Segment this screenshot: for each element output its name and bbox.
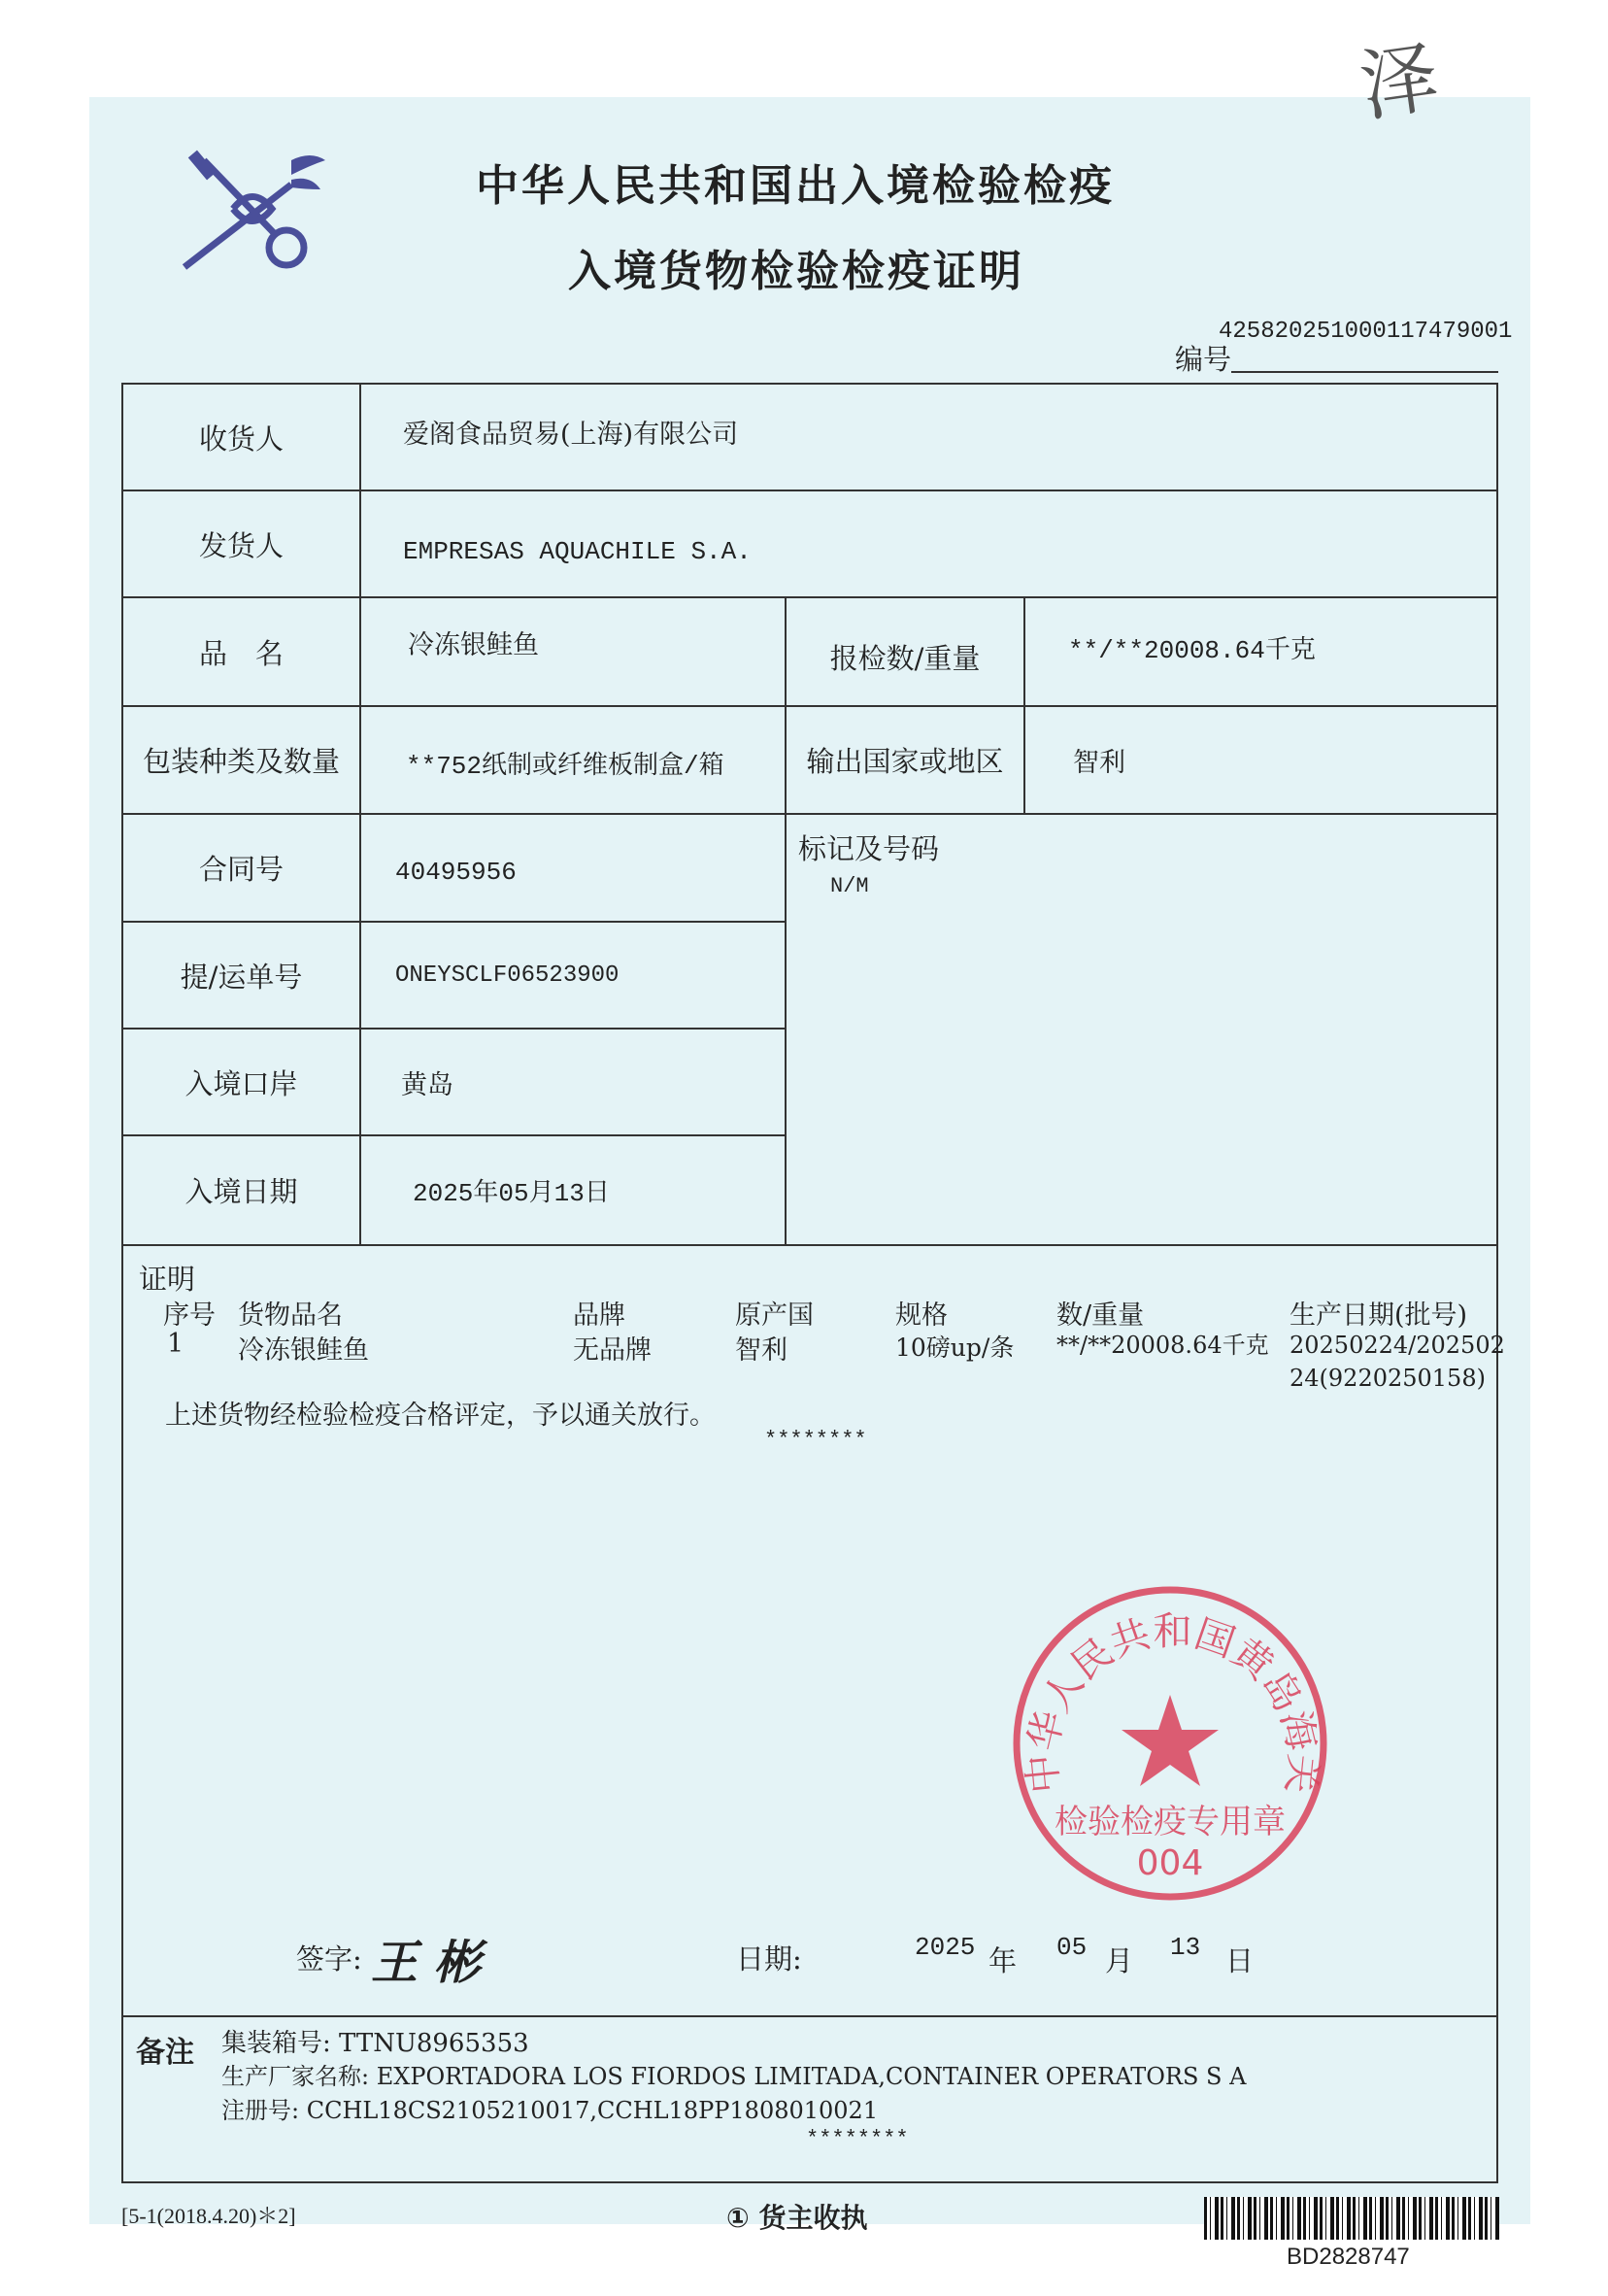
- row-seq: 1: [167, 1329, 184, 1359]
- signature: 王 彬: [371, 1936, 481, 1990]
- title-line1: 中华人民共和国出入境检验检疫: [476, 161, 1115, 211]
- copy-label: ① 货主收执: [726, 2202, 868, 2234]
- row-name: 冷冻银鲑鱼: [238, 1335, 369, 1366]
- statement: 上述货物经检验检疫合格评定，予以通关放行。: [165, 1401, 716, 1431]
- contract-no-label: 合同号: [198, 853, 284, 886]
- remarks-line-1: 集装箱号: TTNU8965353: [221, 2029, 529, 2058]
- header-seq: 序号: [163, 1300, 216, 1331]
- packing-label: 包装种类及数量: [142, 745, 340, 778]
- consignor-label: 发货人: [198, 528, 284, 562]
- entry-port-label: 入境口岸: [184, 1066, 298, 1100]
- row-qty: **/**20008.64千克: [1056, 1332, 1269, 1359]
- header-qty: 数/重量: [1056, 1300, 1145, 1331]
- barcode-icon: [1204, 2197, 1499, 2240]
- number-label: 编号: [1175, 343, 1232, 376]
- consignor-value: EMPRESAS AQUACHILE S.A.: [403, 537, 752, 566]
- remarks-line-3: 注册号: CCHL18CS2105210017,CCHL18PP1808010021: [221, 2097, 879, 2124]
- header-brand: 品牌: [573, 1300, 625, 1331]
- remarks-stars: ********: [806, 2127, 909, 2151]
- form-code: [5-1(2018.4.20)＊2]: [121, 2204, 296, 2228]
- barcode-text: BD2828747: [1287, 2244, 1410, 2270]
- row-prod-date: 20250224/20250224(9220250158): [1290, 1332, 1505, 1392]
- certificate-stars: ********: [764, 1428, 867, 1452]
- row-brand: 无品牌: [573, 1335, 652, 1366]
- contract-no-value: 40495956: [395, 858, 517, 887]
- entry-port-value: 黄岛: [401, 1069, 453, 1100]
- date-label: 日期:: [736, 1942, 802, 1975]
- bl-no-value: ONEYSCLF06523900: [395, 962, 620, 989]
- origin-country-value: 智利: [1073, 748, 1125, 778]
- packing-value: **752纸制或纤维板制盒/箱: [406, 752, 724, 781]
- date-year-unit: 年: [988, 1944, 1018, 1977]
- product-label: 品 名: [198, 636, 284, 670]
- certificate-number: 425820251000117479001: [1219, 319, 1513, 345]
- official-stamp: [1005, 1578, 1335, 1908]
- marks-value: N/M: [830, 874, 869, 898]
- stamp-subtext: 检验检疫专用章: [1055, 1803, 1286, 1841]
- stamp-text: 中华人民共和国黄岛海关: [1020, 1609, 1325, 1796]
- handwritten-mark: 泽: [1354, 31, 1445, 133]
- date-day: 13: [1170, 1933, 1201, 1962]
- row-spec: 10磅up/条: [895, 1334, 1015, 1362]
- header-spec: 规格: [895, 1300, 948, 1331]
- date-day-unit: 日: [1225, 1944, 1255, 1977]
- origin-country-label: 输出国家或地区: [806, 745, 1004, 778]
- certificate-label: 证明: [139, 1263, 196, 1296]
- entry-date-label: 入境日期: [184, 1175, 298, 1208]
- stamp-code: 004: [1136, 1843, 1204, 1883]
- remarks-line-2: 生产厂家名称: EXPORTADORA LOS FIORDOS LIMITADA,CONTAINER OPERATORS S A: [221, 2063, 1247, 2090]
- consignee-label: 收货人: [198, 422, 284, 456]
- date-month-unit: 月: [1105, 1944, 1134, 1977]
- consignee-value: 爱阁食品贸易(上海)有限公司: [403, 419, 739, 450]
- marks-label: 标记及号码: [798, 832, 940, 865]
- header-prod-date: 生产日期(批号): [1290, 1300, 1468, 1331]
- quantity-label: 报检数/重量: [829, 641, 981, 675]
- date-year: 2025: [915, 1933, 976, 1962]
- date-month: 05: [1056, 1933, 1088, 1962]
- row-origin: 智利: [735, 1335, 787, 1366]
- remarks-label: 备注: [136, 2036, 194, 2070]
- quantity-value: **/**20008.64千克: [1068, 635, 1316, 665]
- product-value: 冷冻银鲑鱼: [408, 629, 539, 660]
- entry-date-value: 2025年05月13日: [413, 1179, 610, 1208]
- ciq-logo-icon: [175, 141, 330, 277]
- signature-label: 签字:: [296, 1942, 362, 1975]
- title-line2: 入境货物检验检疫证明: [568, 247, 1024, 296]
- header-name: 货物品名: [238, 1300, 343, 1331]
- bl-no-label: 提/运单号: [180, 960, 303, 994]
- header-origin: 原产国: [735, 1300, 814, 1331]
